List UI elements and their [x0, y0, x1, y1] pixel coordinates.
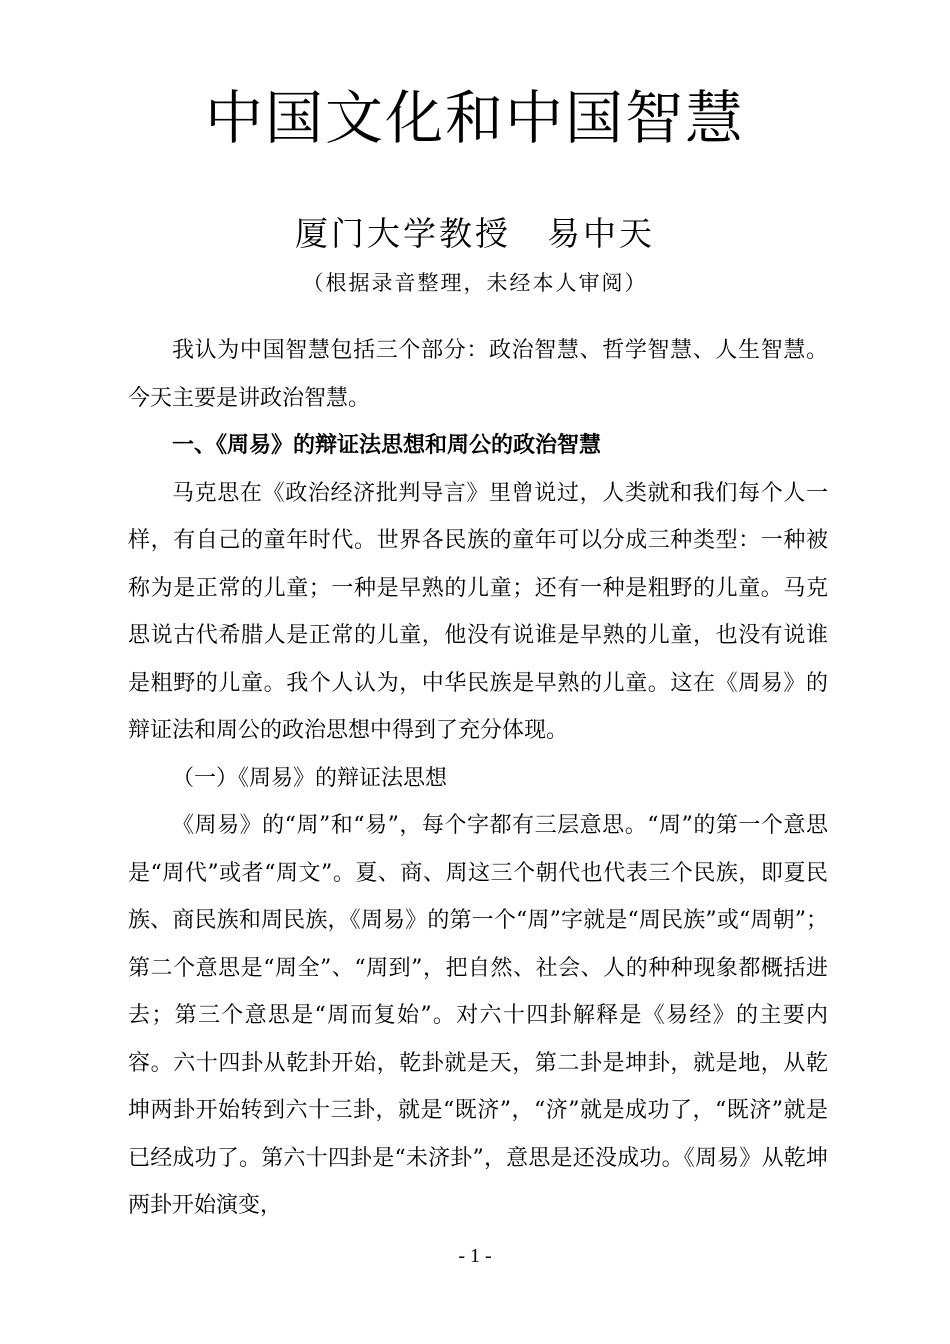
author-line: 厦门大学教授 易中天 — [295, 214, 655, 253]
intro-paragraph: 我认为中国智慧包括三个部分：政治智慧、哲学智慧、人生智慧。今天主要是讲政治智慧。 — [128, 338, 828, 411]
document-body — [128, 327, 828, 1230]
document-title: 中国文化和中国智慧 — [204, 84, 745, 152]
transcription-note: （根据录音整理，未经本人审阅） — [302, 271, 648, 295]
subsection-heading: （一）《周易》的辩证法思想 — [172, 765, 448, 791]
page-number: - 1 - — [458, 1245, 492, 1267]
section-paragraph: 马克思在《政治经济批判导言》里曾说过，人类就和我们每个人一样，有自己的童年时代。世界各民族的童年可以分成三种类型：一种被称为是正常的儿童；一种是早熟的儿童；还有一种是粗野的儿童。马克思说古代希腊人是正常的儿童，他没有说谁是早熟的儿童，也没有说谁是粗野的儿童。我个人认为，中华民族是早熟的儿童。这在《周易》的辩证法和周公的政治思想中得到了充分体现。 — [128, 480, 828, 743]
subsection-paragraph: 《周易》的“周”和“易”，每个字都有三层意思。“周”的第一个意思是“周代”或者“周文”。夏、商、周这三个朝代也代表三个民族，即夏民族、商民族和周民族，《周易》的第一个“周”字就是“周民族”或“周朝”；第二个意思是“周全”、“周到”，把自然、社会、人的种种现象都概括进去；第三个意思是“周而复始”。对六十四卦解释是《易经》的主要内容。六十四卦从乾卦开始，乾卦就是天，第二卦是坤卦，就是地，从乾坤两卦开始转到六十三卦，就是“既济”，“济”就是成功了，“既济”就是已经成功了。第六十四卦是“未济卦”，意思是还没成功。《周易》从乾坤两卦开始演变， — [128, 813, 829, 1218]
section-heading: 一、《周易》的辩证法思想和周公的政治智慧 — [172, 433, 602, 458]
